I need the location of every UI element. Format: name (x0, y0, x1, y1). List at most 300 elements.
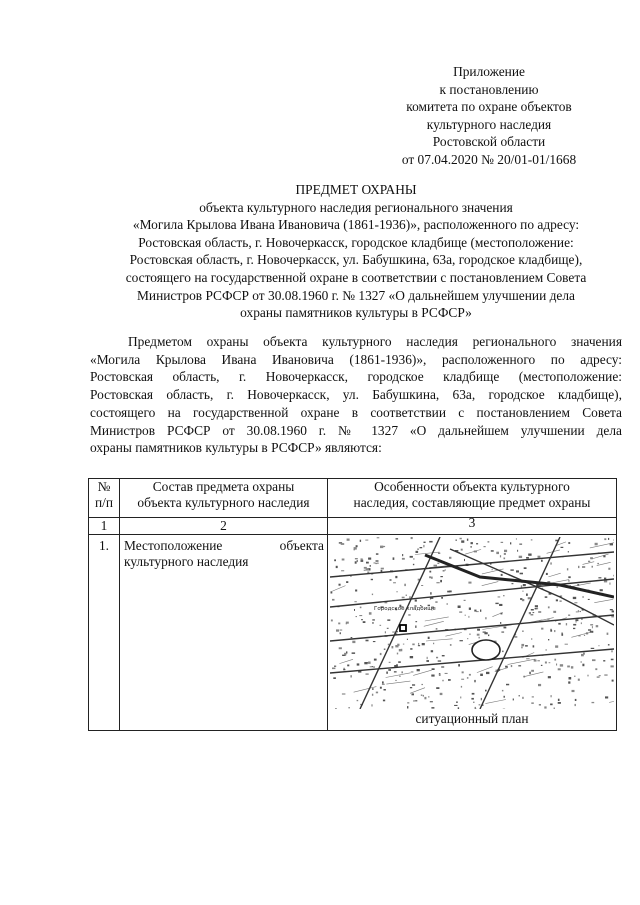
map-dot (357, 700, 359, 701)
map-dot (363, 621, 366, 623)
map-dot (533, 612, 535, 613)
map-dot (592, 626, 593, 628)
map-dot (371, 579, 373, 580)
map-dot (599, 675, 601, 676)
map-dot (384, 649, 386, 650)
map-dot (568, 681, 570, 683)
map-dot (473, 702, 474, 703)
map-dot (397, 644, 399, 646)
map-dot (519, 543, 522, 545)
map-dot (555, 645, 558, 647)
map-dot (361, 558, 363, 560)
map-dot (581, 622, 582, 624)
map-dot (557, 587, 558, 588)
map-dot (539, 704, 541, 705)
map-dot (426, 660, 429, 662)
map-dot (458, 664, 460, 666)
row-features (328, 535, 617, 731)
map-dot (461, 686, 462, 688)
map-dot (342, 693, 346, 694)
map-dot (390, 579, 392, 580)
map-dot (604, 674, 607, 675)
map-dot (531, 614, 534, 616)
situational-plan-map (330, 537, 614, 709)
map-dot (592, 702, 595, 703)
map-dot (403, 644, 404, 645)
map-dot (538, 556, 541, 558)
map-dot (573, 597, 576, 599)
map-dot (596, 625, 599, 627)
map-dot (551, 695, 552, 697)
map-dot (424, 697, 426, 699)
map-dot (464, 600, 466, 601)
map-dot (554, 659, 556, 661)
paragraph-line: охраны памятников культуры в РСФСР» являются: (90, 440, 382, 456)
map-dot (448, 679, 451, 681)
map-dot (501, 631, 504, 633)
map-dot (526, 557, 529, 559)
map-dot (597, 563, 599, 564)
column-number: 2 (120, 518, 328, 535)
map-dot (516, 570, 519, 572)
map-dot (420, 547, 423, 548)
map-dot (485, 617, 486, 619)
map-dot (372, 666, 374, 667)
map-dot (480, 674, 483, 676)
map-dot (410, 648, 412, 650)
map-dot (443, 570, 445, 571)
map-dot (582, 596, 584, 597)
appendix-line: Приложение (453, 64, 525, 79)
map-dot (477, 634, 480, 636)
map-dot (479, 637, 480, 639)
appendix-line: Ростовской области (432, 134, 546, 150)
appendix-line: комитета по охране объектов (406, 99, 572, 115)
map-dot (347, 539, 350, 541)
map-dot (440, 693, 443, 695)
map-dot (460, 697, 461, 699)
map-dot (333, 677, 336, 679)
map-dot (364, 662, 367, 664)
map-dot (423, 545, 424, 547)
map-dot (587, 675, 588, 677)
map-dot (461, 549, 463, 551)
map-dot (471, 542, 473, 544)
appendix-block (330, 63, 640, 169)
map-dot (402, 558, 405, 560)
map-dot (365, 540, 368, 541)
map-dot (408, 614, 410, 616)
map-dot (384, 689, 386, 691)
map-dot (389, 662, 391, 663)
map-dot (436, 687, 439, 689)
map-dot (504, 696, 505, 698)
map-pond (472, 640, 500, 660)
map-dot (472, 693, 475, 695)
map-dot (467, 677, 469, 678)
map-dot (510, 569, 513, 570)
map-dot (485, 690, 487, 692)
map-dot (447, 604, 448, 605)
map-dot (548, 639, 549, 640)
appendix-line: от 07.04.2020 № 20/01-01/1668 (401, 151, 577, 167)
map-dot (500, 622, 501, 624)
map-dot (519, 556, 522, 558)
map-dot (407, 639, 408, 640)
body-paragraph (90, 333, 622, 457)
header-number (89, 479, 120, 518)
situational-plan (329, 535, 615, 727)
map-dot (608, 568, 610, 570)
map-dot (522, 631, 524, 632)
paragraph-line: состоящего на государственной охране в соответствии с постановлением Совета (90, 404, 622, 420)
map-dot (541, 560, 543, 562)
map-dot (344, 653, 346, 656)
map-dot (554, 708, 555, 710)
map-dot (441, 666, 444, 668)
map-dot (517, 550, 518, 552)
map-dot (476, 543, 478, 544)
map-dot (537, 608, 539, 610)
map-dot (550, 630, 552, 632)
map-dot (356, 616, 358, 617)
map-dot (490, 564, 492, 565)
map-dot (467, 638, 468, 639)
map-dot (411, 537, 413, 539)
heading-line: охраны памятников культуры в РСФСР» (240, 305, 472, 321)
map-dot (600, 589, 603, 591)
map-dot (406, 595, 407, 596)
map-dot (434, 565, 438, 567)
map-dot (501, 574, 503, 576)
map-dot (431, 707, 434, 709)
map-dot (380, 653, 382, 655)
map-dot (413, 564, 414, 565)
map-dot (341, 570, 344, 571)
map-dot (458, 707, 459, 709)
map-dot (351, 637, 353, 638)
map-dot (513, 699, 514, 701)
map-dot (449, 591, 452, 593)
map-dot (461, 540, 464, 542)
map-dot (522, 599, 524, 601)
map-dot (568, 580, 570, 581)
map-dot (372, 694, 373, 696)
map-dot (386, 672, 388, 674)
map-dot (442, 655, 445, 656)
map-dot (418, 643, 419, 645)
map-dot (535, 608, 537, 609)
map-dot (538, 611, 541, 612)
map-dot (582, 566, 585, 567)
map-dot (581, 654, 584, 656)
map-dot (432, 668, 435, 670)
map-dot (388, 669, 391, 671)
map-dot (388, 644, 389, 646)
map-dot (605, 696, 608, 698)
map-dot (484, 632, 487, 634)
map-dot (562, 633, 563, 635)
map-dot (611, 650, 612, 652)
map-dot (355, 590, 357, 592)
column-number: 3 (328, 518, 617, 535)
map-dot (343, 668, 345, 669)
map-dot (578, 679, 580, 681)
map-dot (469, 674, 471, 676)
map-dot (549, 662, 551, 663)
map-dot (503, 595, 504, 596)
map-dot (603, 660, 605, 661)
map-dot (382, 681, 384, 683)
map-dot (505, 666, 508, 668)
map-dot (359, 615, 362, 616)
map-dot (435, 602, 437, 603)
map-dot (355, 558, 358, 559)
map-dot (393, 557, 395, 560)
heading-line: объекта культурного наследия регионального значения (199, 199, 513, 215)
paragraph-line: Министров РСФСР от 30.08.1960 г. № 1327 «О дальнейшем улучшении дела (90, 422, 622, 438)
map-dot (460, 640, 463, 641)
map-dot (531, 609, 534, 611)
header-features (328, 479, 617, 518)
map-dot (590, 624, 593, 625)
map-dot (410, 656, 413, 658)
map-dot (421, 684, 423, 685)
map-dot (576, 611, 578, 612)
map-dot (395, 576, 397, 578)
map-dot (346, 581, 348, 583)
map-dot (428, 637, 430, 639)
map-dot (361, 619, 363, 620)
map-dot (522, 591, 523, 592)
map-dot (454, 705, 457, 706)
map-dot (410, 556, 413, 558)
map-dot (374, 659, 377, 661)
plan-caption: ситуационный план (415, 711, 529, 726)
map-dot (404, 584, 406, 586)
map-dot (500, 555, 501, 557)
map-dot (504, 550, 507, 552)
paragraph-line: Ростовская область, г. Новочеркасск, городское кладбище (местоположение: (90, 369, 622, 385)
map-dot (332, 668, 335, 670)
map-dot (475, 707, 476, 709)
map-dot (429, 541, 432, 543)
map-dot (339, 584, 341, 586)
map-dot (354, 601, 356, 602)
map-dot (415, 621, 417, 622)
map-dot (477, 629, 480, 631)
table-row (89, 535, 617, 731)
map-dot (332, 599, 335, 601)
map-dot (573, 628, 575, 629)
map-dot (382, 684, 385, 685)
map-dot (440, 580, 442, 582)
heading-line: Министров РСФСР от 30.08.1960 г. № 1327 «О дальнейшем улучшении дела (137, 287, 575, 303)
map-dot (488, 635, 489, 637)
map-dot (376, 553, 379, 555)
row-number: 1. (89, 535, 120, 731)
map-dot (529, 672, 531, 675)
map-dot (456, 539, 457, 541)
map-dot (409, 596, 411, 598)
map-dot (575, 619, 578, 621)
map-dot (347, 665, 349, 667)
map-dot (431, 650, 433, 652)
map-dot (496, 552, 499, 554)
map-dot (440, 576, 443, 577)
map-dot (340, 632, 341, 634)
map-dot (584, 635, 585, 636)
map-dot (372, 594, 373, 596)
map-dot (575, 699, 577, 701)
map-dot (429, 571, 431, 573)
map-dot (383, 700, 385, 702)
paragraph-line: Ростовская область, г. Новочеркасск, ул. Бабушкина, 63а, городское кладбище), (90, 387, 622, 403)
header-composition (120, 479, 328, 518)
map-dot (382, 546, 385, 547)
map-dot (567, 666, 570, 668)
map-dot (366, 640, 369, 642)
map-dot (387, 628, 389, 629)
heading-line: Ростовская область, г. Новочеркасск, ул. Бабушкина, 63а, городское кладбище), (129, 252, 583, 268)
map-dot (465, 615, 466, 616)
map-dot (612, 680, 614, 682)
map-dot (565, 644, 568, 645)
document-title: ПРЕДМЕТ ОХРАНЫ (295, 182, 417, 197)
map-dot (372, 622, 374, 623)
map-dot (595, 668, 597, 670)
map-dot (370, 666, 372, 667)
map-dot (431, 675, 434, 677)
map-dot (538, 684, 541, 686)
map-dot (607, 633, 609, 635)
map-dot (431, 577, 433, 579)
map-dot (350, 675, 352, 677)
map-dot (558, 668, 561, 670)
map-dot (417, 669, 420, 671)
paragraph-line: Предметом охраны объекта культурного наследия регионального значения (128, 334, 622, 349)
map-dot (575, 621, 577, 622)
map-dot (533, 645, 535, 647)
map-dot (402, 554, 403, 556)
map-dot (573, 624, 576, 626)
map-dot (612, 611, 614, 613)
map-dot (396, 538, 399, 539)
map-dot (598, 645, 599, 646)
header-text: п/п (94, 495, 114, 510)
map-dot (510, 542, 511, 544)
map-dot (430, 701, 433, 702)
map-dot (604, 538, 606, 540)
map-dot (467, 539, 468, 541)
map-dot (349, 707, 350, 708)
map-dot (439, 674, 441, 676)
map-dot (492, 569, 493, 570)
map-dot (436, 657, 438, 659)
map-dot (394, 671, 397, 672)
map-dot (427, 657, 428, 659)
map-dot (523, 584, 526, 586)
map-dot (537, 660, 540, 661)
map-dot (502, 651, 503, 653)
map-dot (521, 647, 523, 649)
map-dot (528, 554, 531, 556)
map-dot (516, 538, 517, 539)
map-dot (352, 652, 356, 654)
map-dot (560, 601, 562, 602)
map-dot (354, 609, 355, 611)
map-dot (424, 542, 426, 543)
map-dot (568, 551, 569, 553)
map-dot (521, 644, 524, 646)
map-dot (561, 547, 564, 548)
map-dot (369, 612, 372, 615)
map-dot (534, 660, 537, 662)
map-dot (416, 551, 419, 553)
map-dot (399, 649, 401, 651)
map-dot (397, 653, 398, 655)
map-dot (380, 687, 382, 689)
composition-text: культурного наследия (124, 554, 249, 569)
map-dot (411, 671, 414, 672)
map-dot (581, 661, 582, 663)
map-dot (364, 570, 366, 571)
map-dot (560, 664, 563, 666)
map-dot (336, 629, 339, 631)
map-dot (413, 558, 414, 559)
appendix-line: к постановлению (439, 81, 539, 97)
map-dot (479, 704, 481, 705)
map-dot (433, 643, 434, 645)
map-dot (371, 704, 372, 706)
map-dot (553, 611, 556, 613)
heading-line: Ростовская область, г. Новочеркасск, городское кладбище (местоположение: (138, 234, 574, 250)
map-dot (395, 680, 396, 681)
map-dot (504, 553, 506, 555)
map-dot (486, 672, 489, 674)
map-dot (366, 568, 369, 570)
map-dot (504, 558, 506, 560)
composition-text: Местоположение объекта (124, 538, 324, 553)
map-dot (376, 560, 379, 562)
map-dot (471, 698, 474, 700)
map-dot (392, 646, 394, 648)
map-dot (506, 684, 509, 686)
map-dot (544, 706, 546, 708)
map-dot (598, 577, 601, 578)
map-dot (526, 658, 529, 659)
map-dot (418, 645, 420, 646)
map-dot (501, 542, 504, 543)
map-dot (342, 559, 345, 561)
map-dot (412, 644, 414, 646)
header-text: Состав предмета охраны (152, 479, 295, 494)
map-dot (556, 599, 558, 601)
map-dot (341, 543, 345, 545)
map-dot (407, 702, 409, 703)
map-dot (611, 665, 614, 667)
map-dot (519, 695, 520, 696)
map-dot (412, 693, 415, 695)
map-dot (531, 670, 534, 672)
map-dot (436, 628, 438, 630)
map-dot (449, 557, 451, 559)
map-dot (531, 702, 534, 704)
map-dot (381, 568, 384, 570)
map-label: Городское кладбище (374, 606, 436, 612)
map-dot (525, 645, 528, 647)
map-dot (524, 567, 527, 569)
